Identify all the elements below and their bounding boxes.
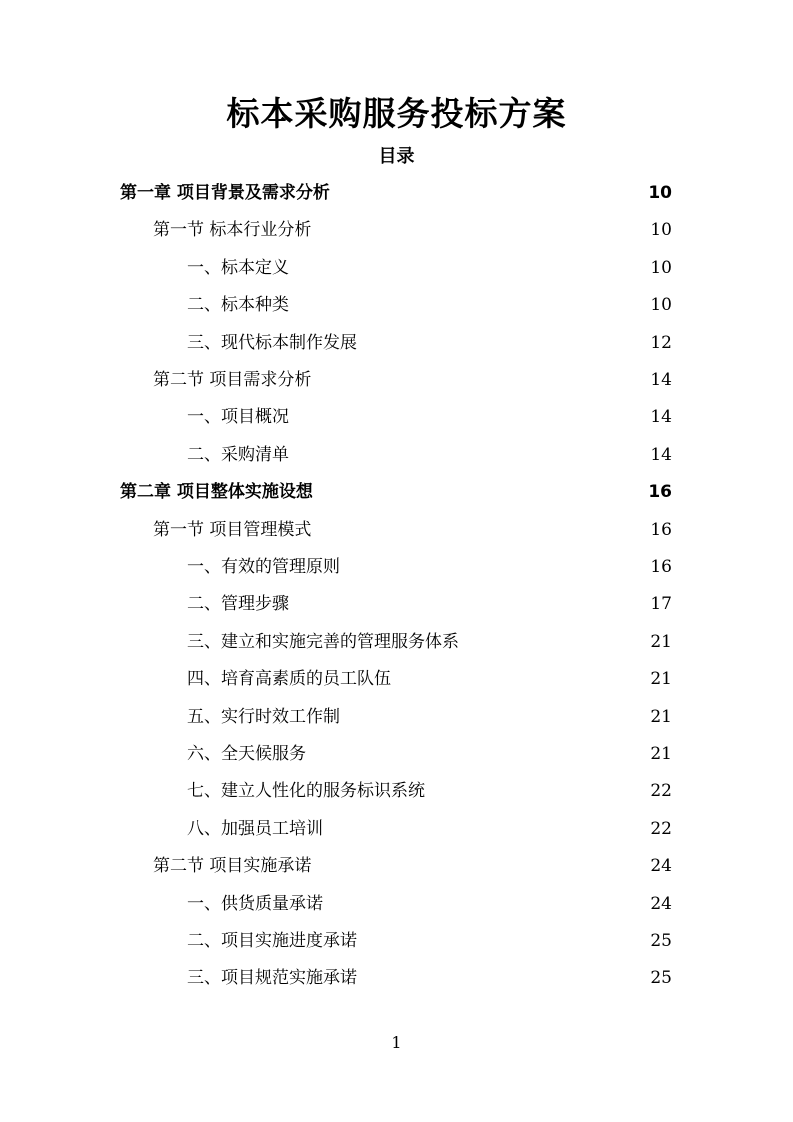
- toc-entry[interactable]: [187, 325, 672, 362]
- toc-entry-label: 二、项目实施进度承诺: [187, 931, 357, 951]
- toc-entry-label: 一、项目概况: [187, 407, 289, 427]
- toc-dot-leader: [312, 736, 644, 773]
- toc-dot-leader: [336, 175, 642, 212]
- toc-dot-leader: [295, 399, 644, 436]
- toc-entry[interactable]: [187, 661, 672, 698]
- toc-entry-page-number: 22: [650, 781, 672, 801]
- toc-entry-label: 二、管理步骤: [187, 594, 289, 614]
- toc-entry-label: 第一节 项目管理模式: [153, 520, 312, 540]
- toc-entry-label: 三、建立和实施完善的管理服务体系: [187, 632, 459, 652]
- toc-dot-leader: [346, 549, 644, 586]
- toc-dot-leader: [465, 624, 644, 661]
- toc-entry-page-number: 10: [648, 183, 672, 203]
- toc-entry-page-number: 25: [650, 968, 672, 988]
- toc-entry-label: 三、项目规范实施承诺: [187, 968, 357, 988]
- toc-entry-page-number: 16: [648, 482, 672, 502]
- toc-entry[interactable]: [187, 586, 672, 623]
- toc-entry-page-number: 21: [650, 669, 672, 689]
- toc-entry-page-number: 22: [650, 819, 672, 839]
- toc-entry[interactable]: [187, 960, 672, 997]
- toc-dot-leader: [317, 848, 644, 885]
- toc-entry-page-number: 16: [650, 520, 672, 540]
- toc-entry-label: 八、加强员工培训: [187, 819, 323, 839]
- toc-entry-page-number: 21: [650, 707, 672, 727]
- toc-entry-label: 第一章 项目背景及需求分析: [120, 183, 330, 203]
- toc-entry-label: 第二节 项目需求分析: [153, 370, 312, 390]
- toc-entry-label: 一、有效的管理原则: [187, 557, 340, 577]
- toc-dot-leader: [431, 773, 644, 810]
- toc-entry[interactable]: [187, 699, 672, 736]
- toc-entry-page-number: 21: [650, 744, 672, 764]
- toc-dot-leader: [295, 437, 644, 474]
- toc-entry-page-number: 14: [650, 370, 672, 390]
- toc-dot-leader: [346, 699, 644, 736]
- toc-entry-label: 二、标本种类: [187, 295, 289, 315]
- toc-entry[interactable]: [187, 923, 672, 960]
- toc-entry-page-number: 12: [650, 333, 672, 353]
- toc-dot-leader: [363, 325, 644, 362]
- toc-dot-leader: [317, 362, 644, 399]
- toc-entry-label: 三、现代标本制作发展: [187, 333, 357, 353]
- toc-dot-leader: [295, 586, 644, 623]
- toc-entry[interactable]: [187, 886, 672, 923]
- toc-entry[interactable]: [187, 399, 672, 436]
- toc-entry-page-number: 24: [650, 856, 672, 876]
- toc-dot-leader: [319, 474, 642, 511]
- toc-entry-page-number: 25: [650, 931, 672, 951]
- toc-entry-page-number: 14: [650, 407, 672, 427]
- toc-entry[interactable]: [153, 848, 672, 885]
- toc-entry-label: 二、采购清单: [187, 445, 289, 465]
- toc-entry-page-number: 24: [650, 894, 672, 914]
- toc-entry-label: 第一节 标本行业分析: [153, 220, 312, 240]
- toc-entry[interactable]: [153, 362, 672, 399]
- toc-entry[interactable]: [153, 512, 672, 549]
- toc-entry-label: 四、培育高素质的员工队伍: [187, 669, 391, 689]
- toc-dot-leader: [363, 923, 644, 960]
- toc-entry[interactable]: [120, 474, 672, 511]
- toc-dot-leader: [317, 212, 644, 249]
- toc-entry[interactable]: [187, 736, 672, 773]
- toc-dot-leader: [397, 661, 644, 698]
- toc-dot-leader: [363, 960, 644, 997]
- toc-entry[interactable]: [153, 212, 672, 249]
- toc-entry[interactable]: [187, 624, 672, 661]
- toc-entry[interactable]: [120, 175, 672, 212]
- toc-entry-page-number: 10: [650, 295, 672, 315]
- toc-entry-label: 五、实行时效工作制: [187, 707, 340, 727]
- toc-entry-label: 六、全天候服务: [187, 744, 306, 764]
- toc-entry-page-number: 17: [650, 594, 672, 614]
- toc-dot-leader: [317, 512, 644, 549]
- toc-entry-label: 一、标本定义: [187, 258, 289, 278]
- toc-entry[interactable]: [187, 549, 672, 586]
- toc-dot-leader: [295, 250, 644, 287]
- toc-entry-label: 第二章 项目整体实施设想: [120, 482, 313, 502]
- toc-entry[interactable]: [187, 773, 672, 810]
- toc-entry-page-number: 14: [650, 445, 672, 465]
- toc-entry[interactable]: [187, 287, 672, 324]
- toc-entry[interactable]: [187, 250, 672, 287]
- toc-entry-page-number: 21: [650, 632, 672, 652]
- toc-dot-leader: [295, 287, 644, 324]
- toc-heading: 目录: [378, 146, 415, 167]
- toc-entry-label: 一、供货质量承诺: [187, 894, 323, 914]
- toc-entry-label: 第二节 项目实施承诺: [153, 856, 312, 876]
- toc-entry-page-number: 16: [650, 557, 672, 577]
- toc-dot-leader: [329, 811, 644, 848]
- toc-entry[interactable]: [187, 437, 672, 474]
- toc-entry-page-number: 10: [650, 220, 672, 240]
- toc-entry[interactable]: [187, 811, 672, 848]
- toc-entry-label: 七、建立人性化的服务标识系统: [187, 781, 425, 801]
- page-number: 1: [391, 1033, 402, 1052]
- toc-dot-leader: [329, 886, 644, 923]
- document-title: 标本采购服务投标方案: [226, 94, 567, 133]
- toc-entry-page-number: 10: [650, 258, 672, 278]
